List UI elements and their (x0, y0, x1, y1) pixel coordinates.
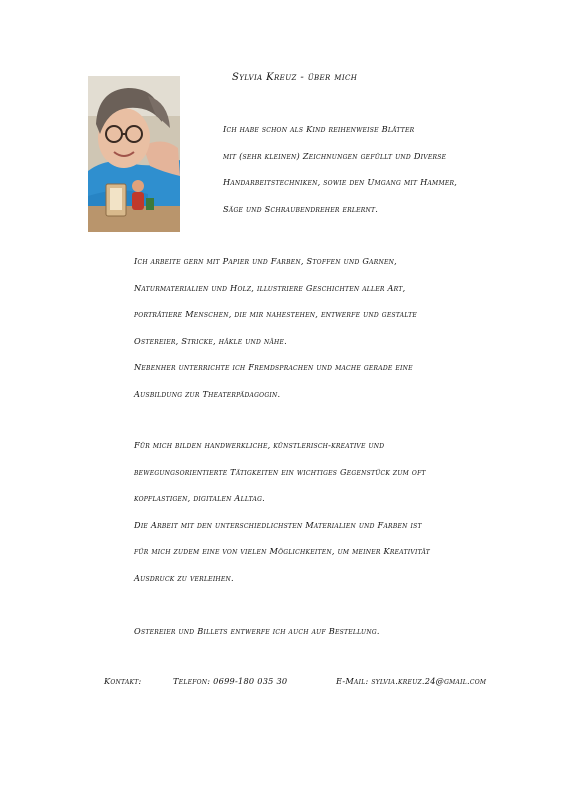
paragraph-line: porträtiere Menschen, die mir nahestehen, entwerfe und gestalte (134, 309, 417, 319)
paragraph-line: Naturmaterialien und Holz, illustriere Geschichten aller Art, (134, 282, 406, 293)
page-title: Sylvia Kreuz - über mich (232, 72, 358, 83)
intro-line: Säge und Schraubendreher erlernt. (223, 203, 379, 214)
paragraph-line: kopflastigen, digitalen Alltag. (134, 493, 265, 503)
paragraph-line: Ausdruck zu verleihen. (134, 572, 234, 583)
paragraph-line: für mich zudem eine von vielen Möglichkeiten, um meiner Kreativität (134, 546, 431, 556)
intro-text (223, 122, 513, 228)
email-address: E-Mail: sylvia.kreuz.24@gmail.com (336, 676, 487, 686)
contact-footer (0, 676, 565, 692)
intro-line: Handarbeitstechniken, sowie den Umgang mit Hammer, (223, 177, 458, 187)
paragraph-line: Ausbildung zur Theaterpädagogin. (134, 388, 281, 399)
phone-number: Telefon: 0699-180 035 30 (173, 676, 288, 686)
paragraph-line: Für mich bilden handwerkliche, künstlerisch-kreative und (134, 440, 385, 450)
paragraph-line: Die Arbeit mit den unterschiedlichsten Materialien und Farben ist (134, 519, 422, 530)
paragraph-orders (134, 624, 514, 651)
paragraph-line: Ostereier und Billets entwerfe ich auch auf Bestellung. (134, 626, 380, 636)
paragraph-line: Ich arbeite gern mit Papier und Farben, Stoffen und Garnen, (134, 256, 397, 266)
portrait-photo (88, 76, 180, 232)
paragraph-line: Nebenher unterrichte ich Fremdsprachen und mache gerade eine (134, 362, 413, 372)
intro-line: mit (sehr kleinen) Zeichnungen gefüllt und Diverse (223, 150, 447, 161)
paragraph-creativity (134, 438, 514, 597)
paragraph-materials (134, 254, 514, 413)
contact-label: Kontakt: (104, 676, 142, 686)
paragraph-line: bewegungsorientierte Tätigkeiten ein wichtiges Gegenstück zum oft (134, 466, 426, 477)
paragraph-line: Ostereier, Stricke, häkle und nähe. (134, 335, 288, 346)
intro-line: Ich habe schon als Kind reihenweise Blätter (223, 124, 415, 134)
